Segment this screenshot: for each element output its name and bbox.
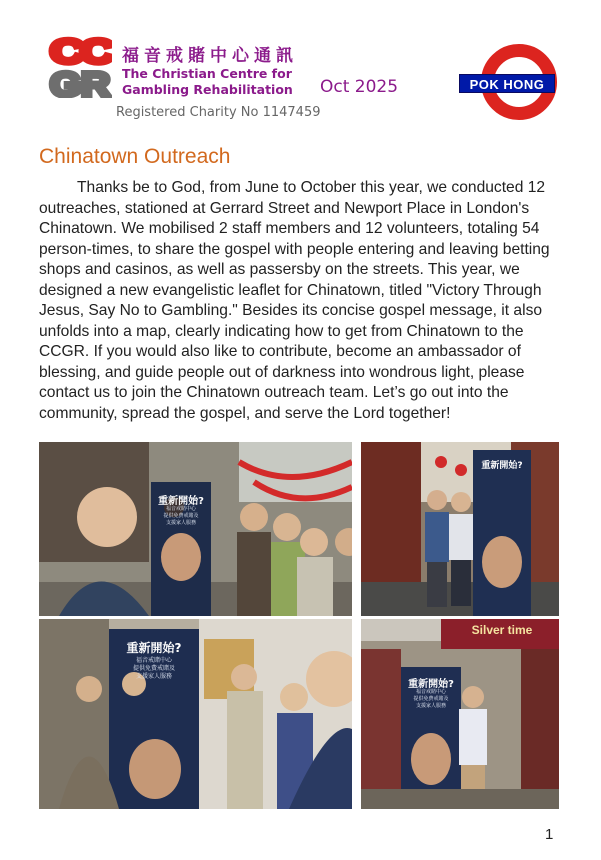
article-title: Chinatown Outreach [39, 145, 231, 168]
banner-subtext-line-2: 提供免費戒賭及 [413, 696, 449, 702]
banner-subtext-line-3: 支援家人服務 [135, 673, 172, 680]
charity-number: Registered Charity No 1147459 [116, 105, 321, 120]
issue-date: Oct 2025 [320, 77, 399, 97]
photo-group-with-leaflets [39, 619, 352, 809]
org-name-line-1: The Christian Centre for [122, 66, 292, 81]
banner-subtext-line-3: 支援家人服務 [165, 520, 196, 526]
banner-heading: 重新開始? [126, 641, 182, 655]
svg-text:GR: GR [50, 66, 110, 98]
banner-subtext-line-1: 福音戒賭中心 [135, 657, 172, 664]
photo-two-volunteers-with-banner [361, 442, 559, 616]
ccgr-logo [48, 34, 112, 98]
banner-heading: 重新開始? [481, 461, 523, 471]
banner-heading: 重新開始? [158, 496, 204, 507]
banner-subtext [401, 689, 461, 710]
photo-volunteer-silver-time [361, 619, 559, 809]
photo-group-chinatown-street [39, 442, 352, 616]
banner-subtext-line-1: 福音戒賭中心 [415, 689, 446, 695]
banner-heading: 重新開始? [408, 679, 454, 690]
newsletter-chinese-title: 福音戒賭中心通訊 [122, 46, 298, 66]
banner-subtext-line-2: 提供免費戒賭及 [163, 513, 199, 519]
shop-sign: Silver time [471, 623, 533, 637]
banner-subtext-line-1: 福音戒賭中心 [165, 506, 196, 512]
pok-hong-roundel-logo [459, 44, 555, 124]
banner-subtext [151, 506, 211, 527]
page-number: 1 [545, 826, 554, 843]
banner-subtext-line-2: 提供免費戒賭及 [132, 665, 175, 672]
banner-subtext [109, 657, 199, 681]
article-body: Thanks be to God, from June to October this year, we conducted 12 outreaches, stationed at Gerrard Street and Newport Place in London's Chinatown. We mobilised 2 staff members and 12 volunteers, totaling 54 person-times, to share the gospel with people entering and leaving betting shops and casinos, as well as passersby on the streets. This year, we designed a new evangelistic leaflet for Chinatown, titled "Victory Through Jesus, Say No to Gambling." Besides its concise gospel message, it also unfolds into a map, clearly indicating how to get from Chinatown to the CCGR. If you would also like to contribute, become an ambassador of blessing, and guide people out of darkness into wondrous light, please contact us to join the Chinatown outreach team. Let’s go out into the community, spread the gospel, and serve the Lord together! [39, 179, 550, 422]
roundel-label: POK HONG [459, 74, 555, 93]
organisation-name [122, 66, 312, 98]
org-name-line-2: Gambling Rehabilitation [122, 82, 293, 97]
banner-subtext-line-3: 支援家人服務 [415, 703, 446, 709]
ccgr-logo-text: CC [50, 34, 112, 71]
